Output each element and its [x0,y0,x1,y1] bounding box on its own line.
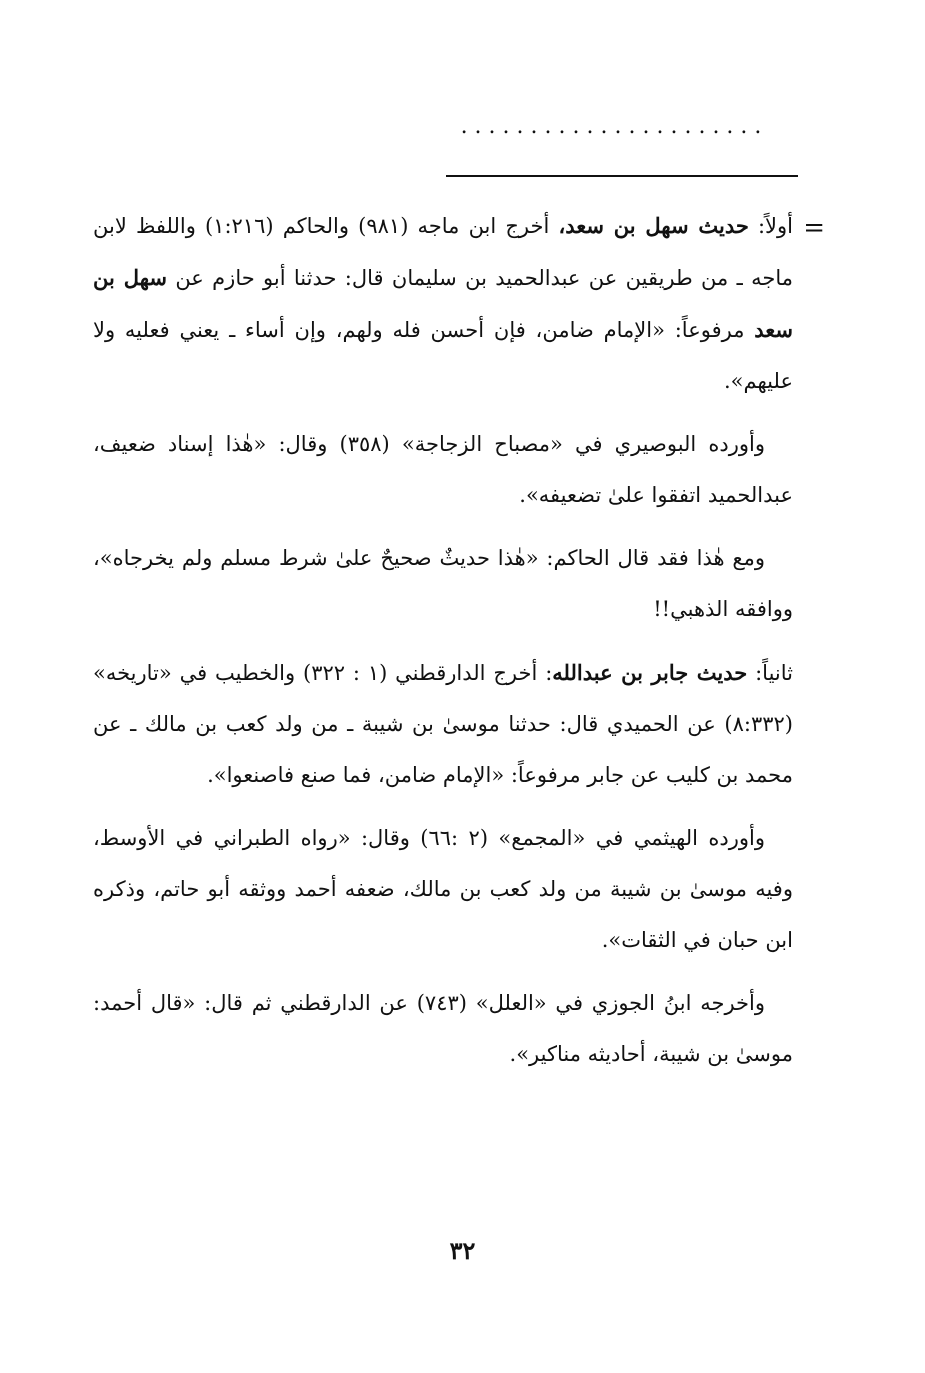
paragraph-lead: أولاً: [748,214,793,238]
continuation-mark: = [803,213,825,243]
paragraph-haythami: وأورده الهيثمي في «المجمع» (٢ :٦٦) وقال: «رواه الطبراني في الأوسط، وفيه موسىٰ بن شيبة من ولد كعب بن مالك، ضعفه أحمد ووثقه أبو حاتم، وذكره ابن حبان في الثقات». [93,826,793,952]
paragraph-busiri: وأورده البوصيري في «مصباح الزجاجة» (٣٥٨) وقال: «هٰذا إسناد ضعيف، عبدالحميد اتفقوا علىٰ تضعيفه». [93,432,793,507]
paragraph-heading-bold: حديث جابر بن عبدالله [552,660,748,685]
paragraph-name-bold: سهل بن سعد [93,265,793,342]
paragraph-hakim: ومع هٰذا فقد قال الحاكم: «هٰذا حديثٌ صحيحٌ علىٰ شرط مسلم ولم يخرجاه»، ووافقه الذهبي!! [93,546,793,621]
paragraph-text: : أخرج الدارقطني (١ : ٣٢٢) والخطيب في «تاريخه» (٨:٣٣٢) عن الحميدي قال: حدثنا موسىٰ بن شيبة ـ من ولد كعب بن مالك ـ عن محمد بن كليب عن جابر مرفوعاً: «الإمام ضامن، فما صنع فاصنعوا». [93,661,793,787]
page-number: ٣٢ [449,1236,476,1265]
main-text [93,200,793,1092]
header-rule [446,175,798,177]
paragraph-text: أخرج ابن ماجه (٩٨١) والحاكم (١:٢١٦) واللفظ لابن ماجه ـ من طريقين عن عبدالحميد بن سليمان قال: حدثنا أبو حازم عن [93,214,793,290]
paragraph-lead: ثانياً: [747,661,793,685]
paragraph-ibn-jawzi: وأخرجه ابنُ الجوزي في «العلل» (٧٤٣) عن الدارقطني ثم قال: «قال أحمد: موسىٰ بن شيبة، أحاديثه مناكير». [93,991,793,1066]
paragraph-text-continued: مرفوعاً: «الإمام ضامن، فإن أحسن فله ولهم، وإن أساء ـ يعني فعليه ولا عليهم». [93,318,793,393]
paragraph-hadith-sahl [93,200,793,407]
header-dots-ornament: ...................... [460,114,769,139]
paragraph-hadith-jabir [93,647,793,801]
paragraph-heading-bold: حديث سهل بن سعد، [558,213,749,238]
